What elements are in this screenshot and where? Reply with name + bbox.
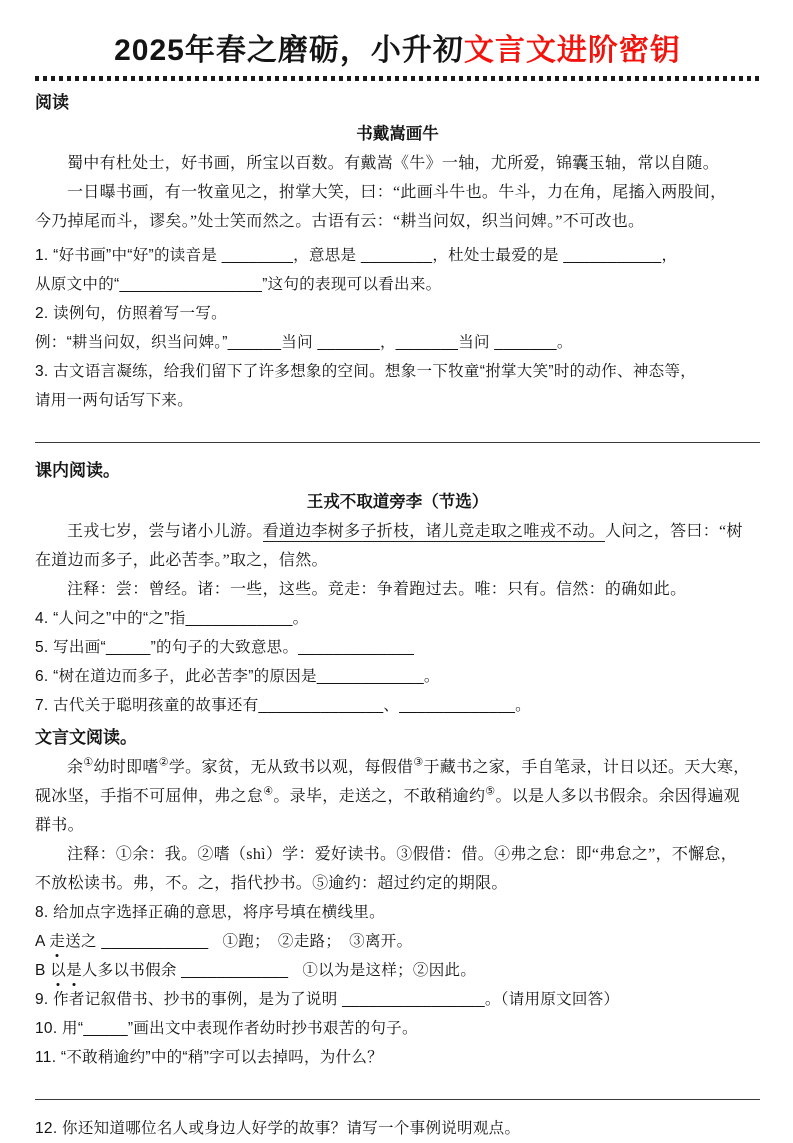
question-8b-choices: ①以为是这样；②因此。 <box>302 962 477 979</box>
question-10: 10. 用“_____”画出文中表现作者幼时抄书艰苦的句子。 <box>35 1020 418 1037</box>
answer-line-q11 <box>35 1099 760 1100</box>
question-2-example: 例：“耕当问奴，织当问婢。”______当问 _______，_______当问 _______。 <box>35 334 573 351</box>
section-reading <box>35 89 760 443</box>
question-8-option-a <box>35 927 760 956</box>
passage2-line2: 在道边而多子，此必苦李。”取之，信然。 <box>35 552 328 569</box>
wenyan-heading: 文言文阅读。 <box>35 728 137 747</box>
question-1-line-1: 1. “好书画”中“好”的读音是 ________，意思是 ________，杜处士最爱的是 ___________， <box>35 247 678 264</box>
passage2-title: 王戎不取道旁李（节选） <box>306 492 489 511</box>
question-12: 12. 你还知道哪位名人或身边人好学的故事？请写一个事例说明观点。 <box>35 1120 521 1137</box>
answer-line-q3 <box>35 442 760 443</box>
passage1-para2-line2: 今乃掉尾而斗，谬矣。”处士笑而然之。古语有云：“耕当问奴，织当问婢。”不可改也。 <box>35 213 645 230</box>
question-3-line-1: 3. 古文语言凝练，给我们留下了许多想象的空间。想象一下牧童“拊掌大笑”时的动作、神态等， <box>35 363 697 380</box>
reading-heading: 阅读 <box>35 93 69 112</box>
passage3-notes-line2: 不放松读书。弗，不。之，指代抄书。⑤逾约：超过约定的期限。 <box>35 875 508 892</box>
page-title <box>35 32 760 70</box>
passage1-para1: 蜀中有杜处士，好书画，所宝以百数。有戴嵩《牛》一轴，尤所爱，锦囊玉轴，常以自随。 <box>67 155 720 172</box>
question-3-line-2: 请用一两句话写下来。 <box>35 392 194 409</box>
question-4: 4. “人问之”中的“之”指____________。 <box>35 610 309 627</box>
passage3-line3: 群书。 <box>35 817 84 834</box>
title-black-part: 2025年春之磨砺，小升初 <box>114 34 464 67</box>
classroom-heading: 课内阅读。 <box>35 461 120 480</box>
title-red-part: 文言文进阶密钥 <box>463 34 681 67</box>
question-8a-choices: ①跑； ②走路； ③离开。 <box>222 933 413 950</box>
question-5: 5. 写出画“_____”的句子的大致意思。_____________ <box>35 639 415 656</box>
section-classroom-reading <box>35 457 760 720</box>
question-6: 6. “树在道边而多子，此必苦李”的原因是____________。 <box>35 668 440 685</box>
question-1-line-2: 从原文中的“________________”这句的表现可以看出来。 <box>35 276 442 293</box>
question-11: 11. “不敢稍逾约”中的“稍”字可以去掉吗，为什么？ <box>35 1049 383 1066</box>
passage1-title: 书戴嵩画牛 <box>356 124 439 143</box>
dotted-divider <box>35 76 760 81</box>
question-8a-stem: A 走送之 ____________ <box>35 933 208 950</box>
question-8: 8. 给加点字选择正确的意思，将序号填在横线里。 <box>35 904 385 921</box>
passage3-notes-line1: 注释：①余：我。②嗜（shì）学：爱好读书。③假借：借。④弗之怠：即“弗怠之”，不懈怠， <box>67 846 738 863</box>
question-8b-stem: B 以是人多以书假余 ____________ <box>35 962 288 979</box>
passage3-line2: 砚冰坚，手指不可屈伸，弗之怠④。录毕，走送之，不敢稍逾约⑤。以是人多以书假余。余因得遍观 <box>35 785 740 805</box>
question-9: 9. 作者记叙借书、抄书的事例，是为了说明 ________________。（请用原文回答） <box>35 991 620 1008</box>
passage2-line1: 王戎七岁，尝与诸小儿游。看道边李树多子折枝，诸儿竞走取之唯戎不动。人问之，答曰：“树 <box>67 523 743 540</box>
passage1-para2-line1: 一日曝书画，有一牧童见之，拊掌大笑，曰：“此画斗牛也。牛斗，力在角，尾搐入两股间， <box>67 184 727 201</box>
section-wenyanwen-reading <box>35 724 760 1143</box>
passage2-notes: 注释：尝：曾经。诸：一些，这些。竞走：争着跑过去。唯：只有。信然：的确如此。 <box>67 581 687 598</box>
passage3-line1: 余①幼时即嗜②学。家贫，无从致书以观，每假借③于藏书之家，手自笔录，计日以还。天大寒， <box>67 756 750 776</box>
question-8-option-b <box>35 956 760 985</box>
question-7: 7. 古代关于聪明孩童的故事还有______________、_____________。 <box>35 697 531 714</box>
question-2: 2. 读例句，仿照着写一写。 <box>35 305 227 322</box>
